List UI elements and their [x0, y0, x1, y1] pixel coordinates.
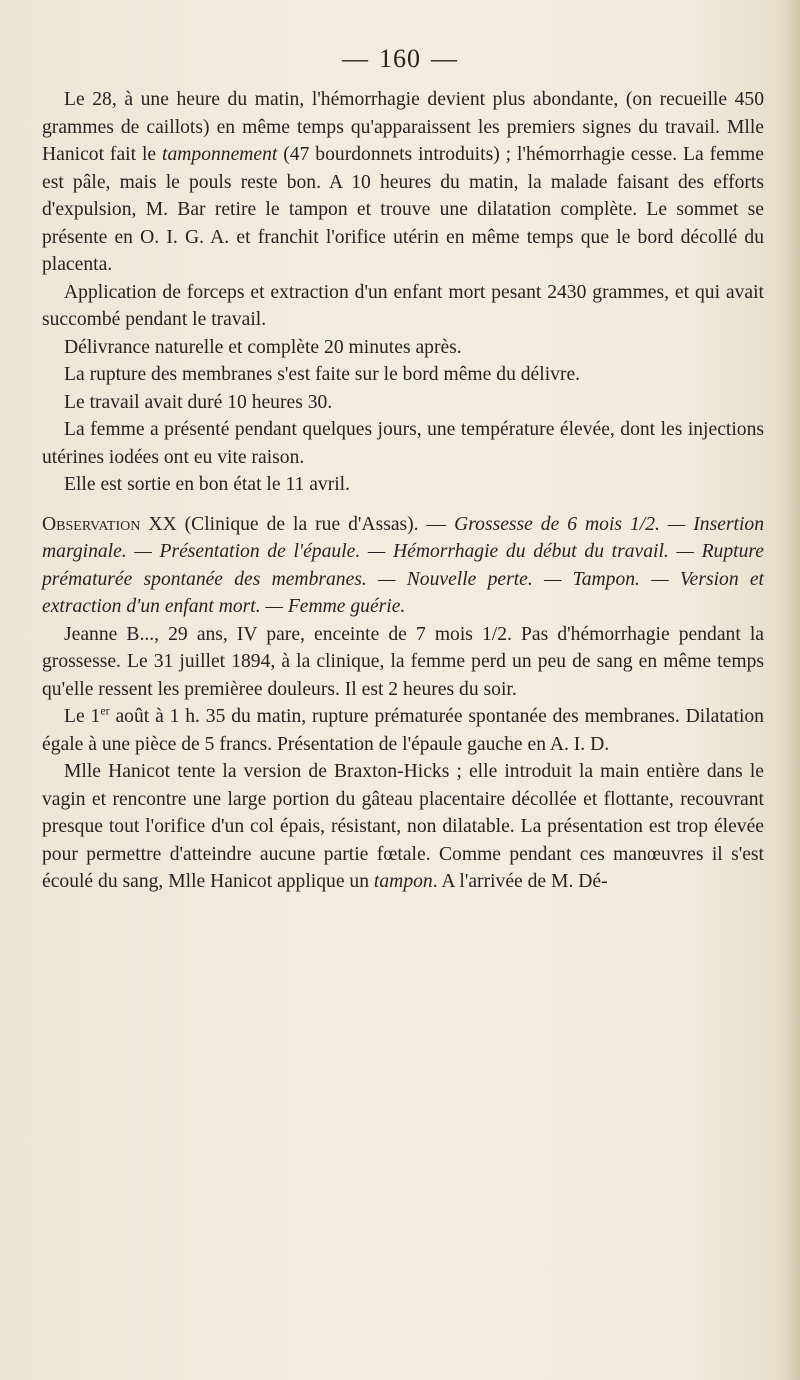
observation-heading	[42, 511, 764, 621]
paragraph: Le travail avait duré 10 heures 30.	[64, 391, 333, 413]
paragraph: Application de forceps et extraction d'un enfant mort pesant 2430 grammes, et qui avait succombé pendant le travail.	[42, 281, 764, 330]
paragraph: Délivrance naturelle et complète 20 minutes après.	[64, 336, 462, 358]
emphasis: tamponnement	[162, 144, 278, 165]
paragraph: Jeanne B..., 29 ans, IV pare, enceinte de 7 mois 1/2. Pas d'hémorrhagie pendant la grossesse. Le 31 juillet 1894, à la clinique, la femme perd un peu de sang en même temps qu'elle ressent les premièree douleurs. Il est 2 heures du soir.	[42, 623, 764, 700]
paragraph: Le 1er août à 1 h. 35 du matin, rupture prématurée spontanée des membranes. Dilatation égale à une pièce de 5 francs. Présentation de l'épaule gauche en A. I. D.	[42, 703, 764, 755]
header-dash-left: —	[342, 44, 369, 73]
paragraph: Le 28, à une heure du matin, l'hémorrhagie devient plus abondante, (on recueille 450 grammes de caillots) en même temps qu'apparaissent les premiers signes du travail. Mlle Hanicot fait le tamponnement (47 bourdonnets introduits) ; l'hémorrhagie cesse. La femme est pâle, mais le pouls reste bon. A 10 heures du matin, la malade faisant des efforts d'expulsion, M. Bar retire le tampon et trouve une dilatation complète. Le sommet se présente en O. I. G. A. et franchit l'orifice utérin en même temps que le bord décollé du placenta.	[42, 89, 764, 275]
paragraph: La rupture des membranes s'est faite sur le bord même du délivre.	[64, 364, 581, 385]
paragraph: Elle est sortie en bon état le 11 avril.	[64, 474, 351, 495]
emphasis: tampon	[373, 871, 433, 892]
paragraph: Mlle Hanicot tente la version de Braxton-Hicks ; elle introduit la main entière dans le vagin et rencontre une large portion du gâteau placentaire décollée et flottante, recouvrant presque tout l'orifice d'un col épais, résistant, non dilatable. La présentation est trop élevée pour permettre d'atteindre aucune partie fœtale. Comme pendant ces manœuvres il s'est écoulé du sang, Mlle Hanicot applique un tampon. A l'arrivée de M. Dé-	[42, 761, 764, 892]
body-text	[42, 86, 764, 896]
observation-label: Observation	[42, 513, 141, 535]
page-header	[0, 44, 800, 74]
page-edge-shadow	[786, 0, 800, 1380]
paragraph: La femme a présenté pendant quelques jours, une température élevée, dont les injections utérines iodées ont eu vite raison.	[42, 419, 764, 468]
observation-summary: Grossesse de 6 mois 1/2. — Insertion marginale. — Présentation de l'épaule. — Hémorrhagie du début du travail. — Rupture prématurée spontanée des membranes. — Nouvelle perte. — Tampon. — Version et extraction d'un enfant mort. — Femme guérie.	[42, 513, 764, 617]
observation-clinic: (Clinique de la rue d'Assas). —	[184, 513, 447, 535]
header-dash-right: —	[431, 44, 458, 73]
observation-number: XX	[148, 513, 177, 535]
page-number: 160	[379, 44, 421, 73]
